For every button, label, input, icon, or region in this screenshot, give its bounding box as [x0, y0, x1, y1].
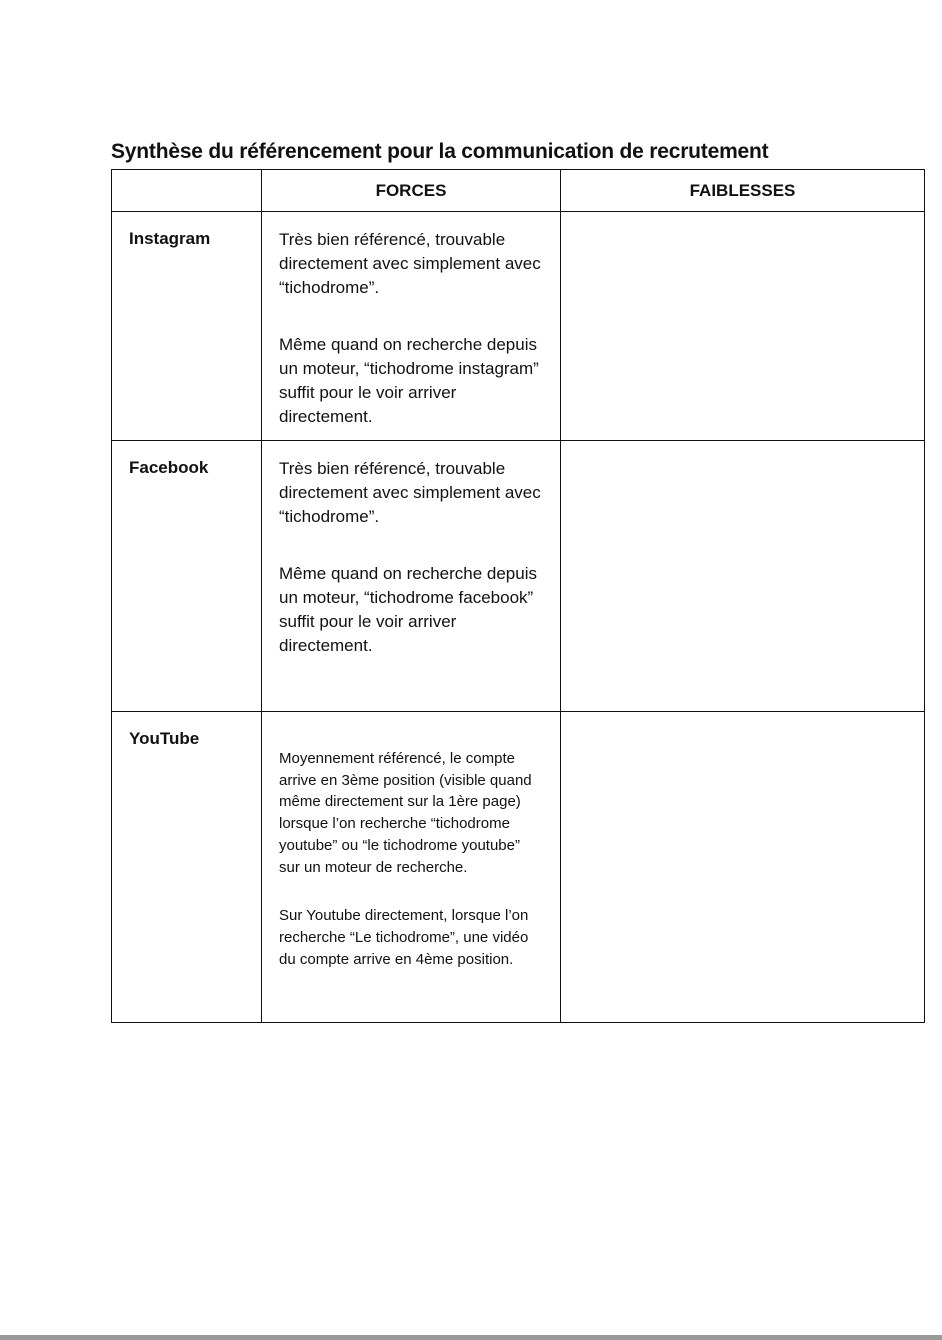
header-faiblesses: FAIBLESSES [561, 170, 925, 212]
forces-cell-youtube [262, 712, 561, 1023]
forces-paragraph: Même quand on recherche depuis un moteur, “tichodrome facebook” suffit pour le voir arriver directement. [279, 564, 537, 655]
page-title: Synthèse du référencement pour la communication de recrutement [111, 140, 769, 163]
page-bottom-border [0, 1335, 942, 1340]
forces-paragraph: Très bien référencé, trouvable directement avec simplement avec “tichodrome”. [279, 459, 541, 526]
forces-paragraph: Sur Youtube directement, lorsque l’on recherche “Le tichodrome”, une vidéo du compte arrive en 4ème position. [279, 907, 529, 968]
platform-cell [112, 712, 262, 1023]
table-row-facebook [112, 441, 925, 712]
forces-cell-instagram [262, 212, 561, 441]
table-row-youtube [112, 712, 925, 1023]
platform-name-youtube: YouTube [129, 729, 200, 748]
forces-paragraph: Moyennement référencé, le compte arrive en 3ème position (visible quand même directement sur la 1ère page) lorsque l’on recherche “tichodrome youtube” ou “le tichodrome youtube” sur un moteur de recherche. [279, 750, 532, 876]
summary-table [111, 169, 925, 1023]
forces-paragraph: Même quand on recherche depuis un moteur, “tichodrome instagram” suffit pour le voir arriver directement. [279, 335, 539, 426]
platform-cell [112, 441, 262, 712]
forces-paragraph: Très bien référencé, trouvable directement avec simplement avec “tichodrome”. [279, 230, 541, 297]
header-empty-cell [112, 170, 262, 212]
table-row-instagram [112, 212, 925, 441]
platform-name-facebook: Facebook [129, 458, 209, 477]
faiblesses-cell-facebook [561, 441, 925, 712]
forces-cell-facebook [262, 441, 561, 712]
platform-name-instagram: Instagram [129, 229, 211, 248]
faiblesses-cell-instagram [561, 212, 925, 441]
table-header-row [112, 170, 925, 212]
header-forces: FORCES [262, 170, 561, 212]
platform-cell [112, 212, 262, 441]
faiblesses-cell-youtube [561, 712, 925, 1023]
